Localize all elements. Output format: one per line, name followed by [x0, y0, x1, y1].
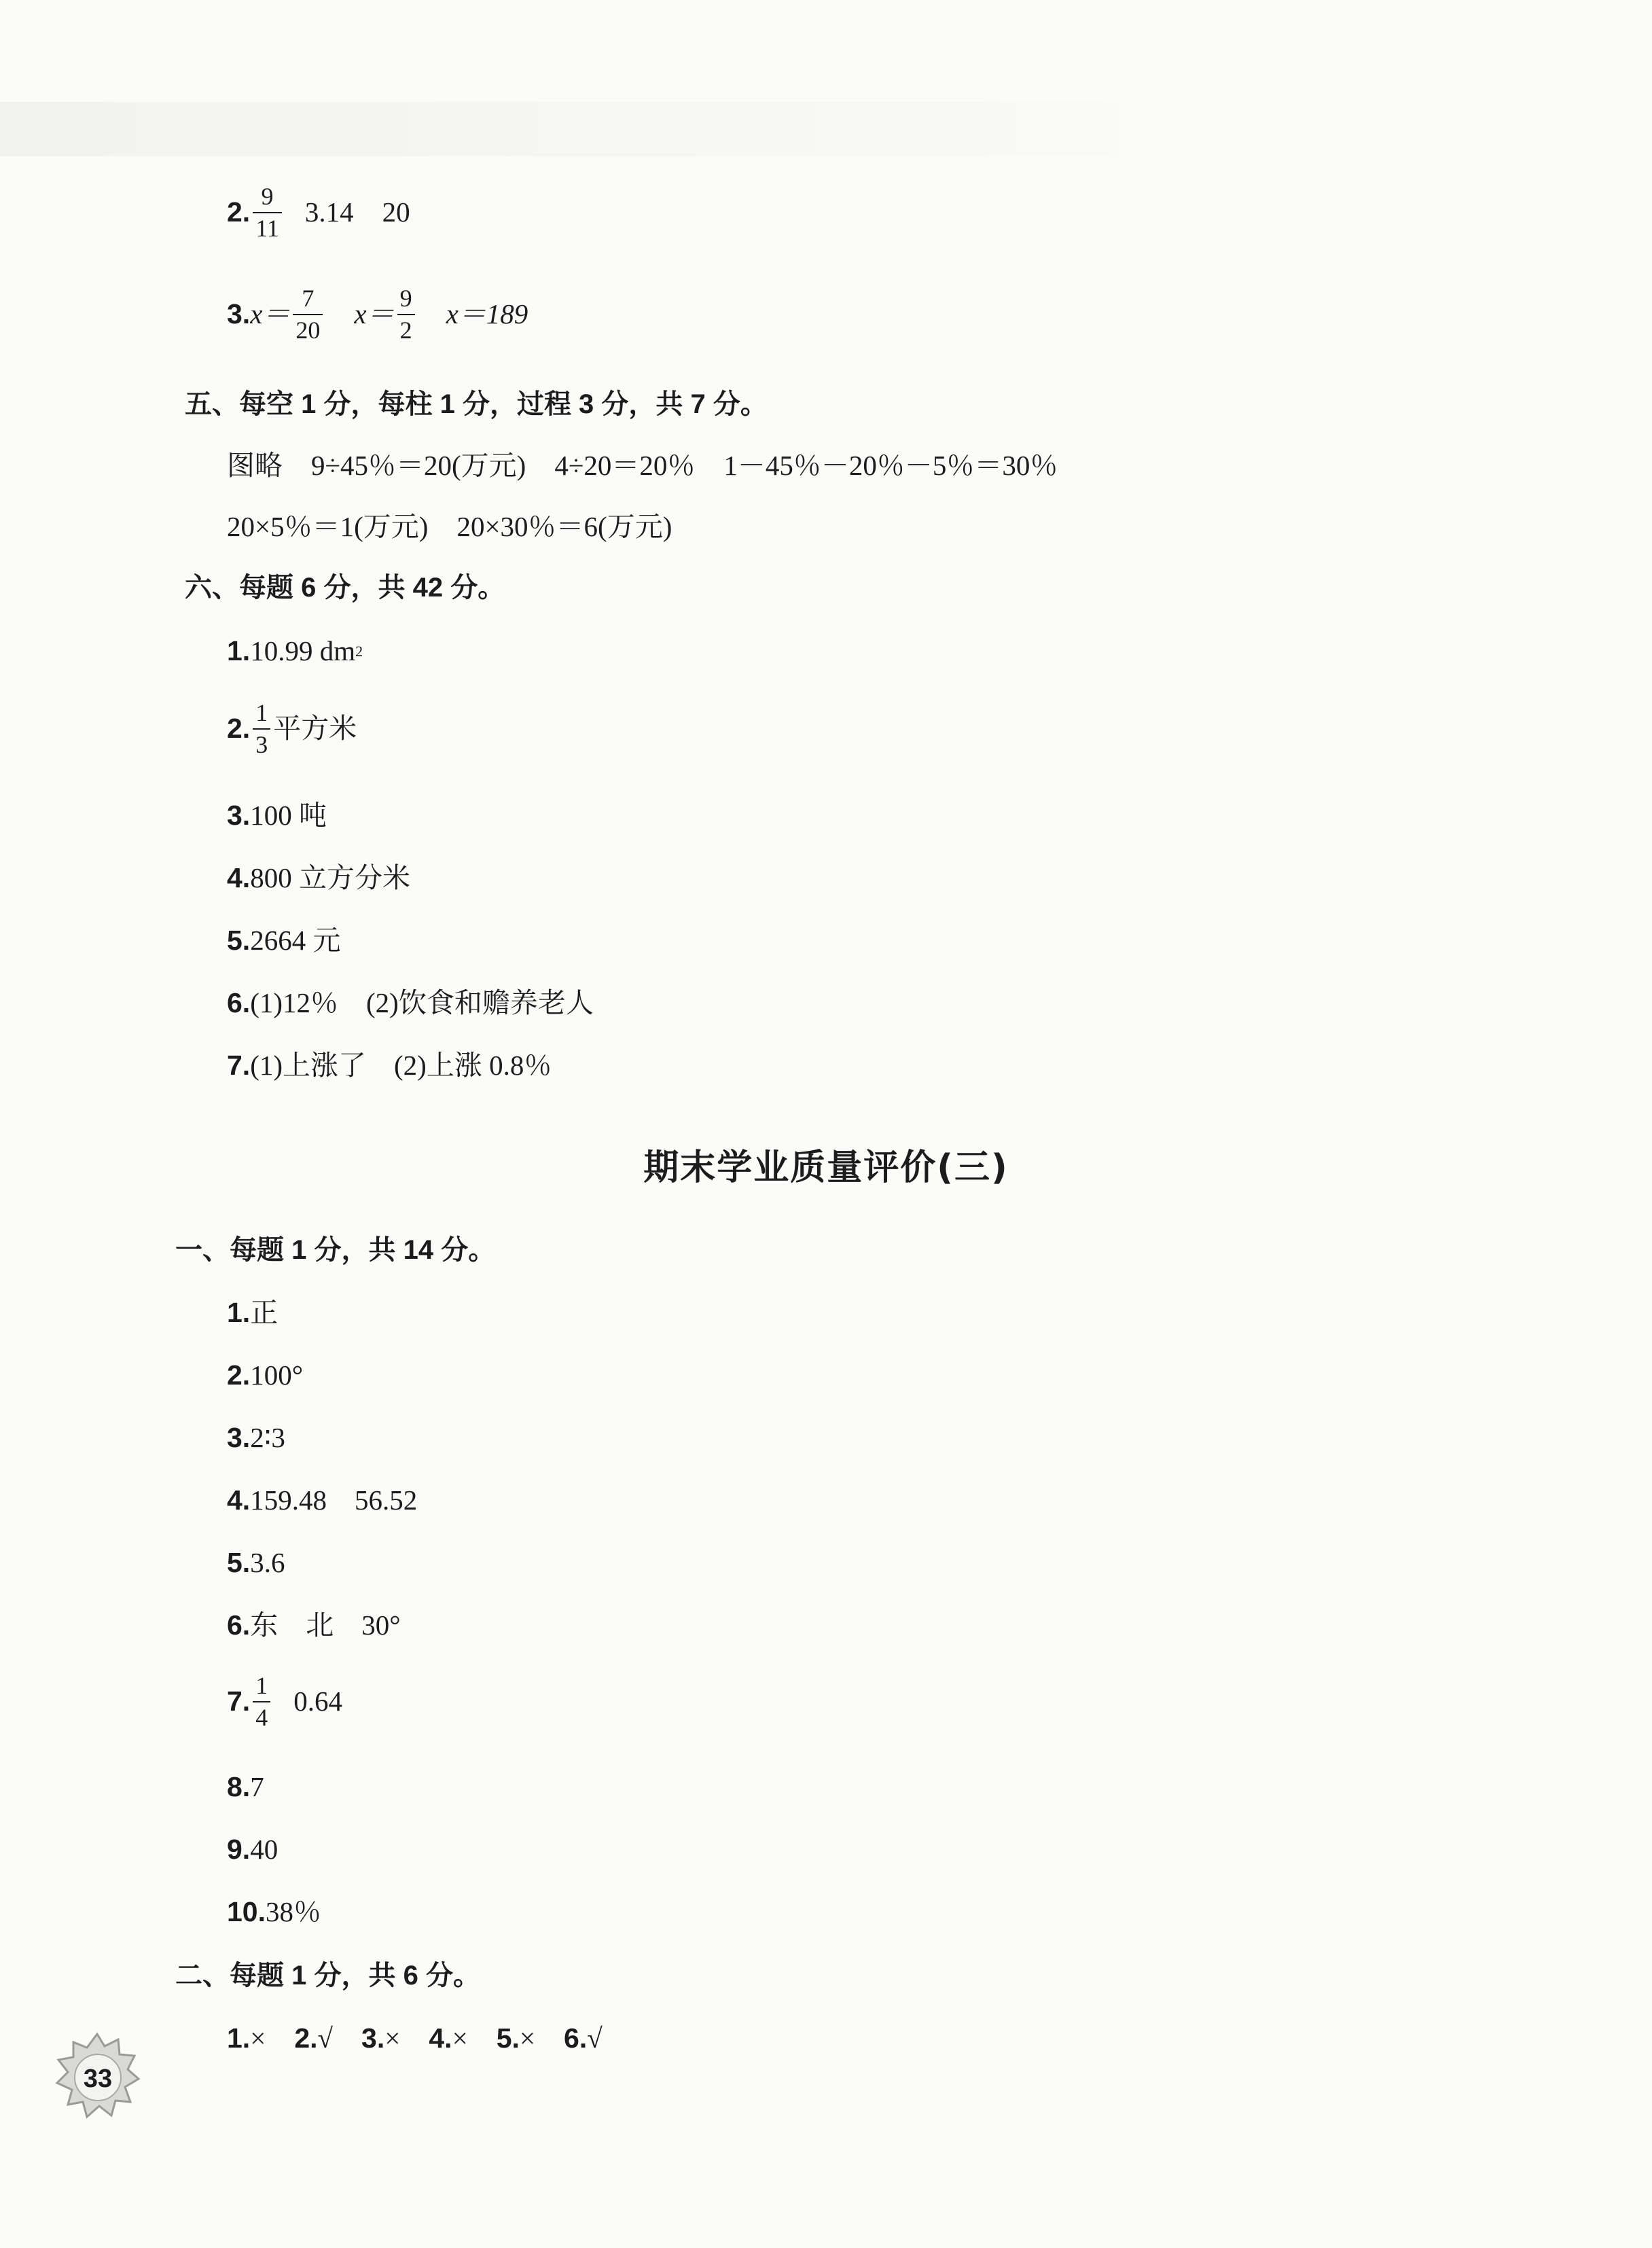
exponent: 2 — [355, 642, 363, 660]
question-number: 4. — [227, 1484, 251, 1516]
question-number: 7. — [227, 1050, 251, 1081]
equation-answer: x＝189 — [446, 298, 528, 330]
part-1-q9 — [227, 1836, 278, 1863]
equation-prefix: x＝ — [250, 298, 291, 330]
answer-text: 10.99 dm — [250, 635, 356, 666]
question-number: 3. — [227, 298, 251, 330]
answer-text: 图略 — [227, 450, 283, 481]
question-number: 10. — [227, 1896, 266, 1927]
equation-prefix: x＝ — [354, 298, 395, 330]
part-1-q4 — [227, 1486, 417, 1514]
section-6-q2 — [227, 700, 357, 758]
fraction-numerator: 1 — [255, 699, 268, 726]
section-6-q1 — [227, 637, 363, 665]
section-5-line-2 — [227, 513, 672, 541]
question-number: 7. — [227, 1685, 251, 1717]
answer-text: 9÷45％＝20(万元) — [311, 450, 526, 481]
part-1-heading: 一、每题 1 分，共 14 分。 — [175, 1235, 496, 1265]
section-6-q3 — [227, 802, 327, 829]
part-1-q10 — [227, 1898, 321, 1926]
fraction — [397, 285, 415, 344]
answer-text: 2664 元 — [250, 925, 341, 956]
fraction-numerator: 9 — [261, 183, 274, 210]
judge-mark: × — [250, 2022, 266, 2054]
answer-text: 3.6 — [250, 1547, 285, 1578]
answer-text: 40 — [250, 1834, 279, 1865]
fraction-numerator: 7 — [302, 285, 315, 312]
section-5-line-1 — [227, 452, 1058, 480]
question-number: 5. — [227, 925, 251, 956]
section-6-q6 — [227, 989, 594, 1017]
question-number: 5. — [227, 1547, 251, 1578]
question-number: 5. — [496, 2022, 520, 2054]
answer-text: 2∶3 — [250, 1422, 285, 1453]
question-number: 8. — [227, 1771, 251, 1802]
part-2-heading: 二、每题 1 分，共 6 分。 — [175, 1961, 480, 1991]
question-number: 4. — [227, 862, 251, 893]
part-1-q5 — [227, 1549, 285, 1577]
answer-text: 800 立方分米 — [250, 862, 410, 893]
question-number: 1. — [227, 1297, 251, 1328]
question-number: 2. — [227, 713, 251, 745]
fraction-denominator: 2 — [397, 314, 415, 344]
section-6-q7 — [227, 1052, 552, 1080]
question-number: 3. — [227, 800, 251, 831]
answer-text: 7 — [250, 1771, 264, 1802]
answer-value: 20 — [382, 196, 410, 228]
answer-text: 100° — [250, 1359, 304, 1391]
answer-text: 1－45％－20％－5％＝30％ — [723, 450, 1058, 481]
question-number: 1. — [227, 2022, 251, 2054]
question-number: 2. — [227, 196, 251, 228]
part-2-answers — [227, 2024, 603, 2052]
answer-text: 0.64 — [293, 1685, 342, 1717]
fraction-denominator: 11 — [253, 212, 282, 242]
judge-mark: × — [519, 2022, 536, 2054]
section-6-q5 — [227, 927, 340, 954]
part-1-q2 — [227, 1361, 303, 1389]
part-1-q7 — [227, 1673, 342, 1731]
question-number: 3. — [227, 1422, 251, 1453]
judge-mark: √ — [587, 2022, 603, 2054]
question-number: 6. — [227, 987, 251, 1018]
fraction-numerator: 1 — [255, 1672, 268, 1699]
fraction — [293, 285, 323, 344]
section-6-q4 — [227, 864, 410, 892]
scan-shadow-band — [0, 102, 1121, 156]
judge-mark: × — [384, 2022, 401, 2054]
question-number: 4. — [429, 2022, 452, 2054]
answer-value: 3.14 — [304, 196, 354, 228]
answer-text: 100 吨 — [250, 800, 327, 831]
question-number: 3. — [361, 2022, 385, 2054]
answer-2-line — [227, 183, 410, 242]
answer-text: (1)12％ (2)饮食和赡养老人 — [250, 987, 594, 1018]
page-number: 33 — [83, 2065, 113, 2093]
page-number-badge — [53, 2031, 141, 2120]
answer-3-line — [227, 285, 528, 344]
question-number: 6. — [564, 2022, 588, 2054]
answer-text: 20×5％＝1(万元) — [227, 511, 429, 542]
answer-text: 东 北 30° — [250, 1609, 401, 1641]
part-1-q1 — [227, 1299, 278, 1327]
answer-text: 平方米 — [273, 713, 357, 745]
answer-text: 38％ — [266, 1896, 321, 1927]
fraction — [253, 700, 270, 758]
section-5-heading: 五、每空 1 分，每柱 1 分，过程 3 分，共 7 分。 — [185, 389, 768, 419]
fraction-numerator: 9 — [399, 285, 412, 312]
fraction-denominator: 4 — [253, 1701, 270, 1731]
answer-text: (1)上涨了 (2)上涨 0.8％ — [250, 1050, 552, 1081]
exam-title: 期末学业质量评价(三) — [643, 1147, 1009, 1188]
section-6-heading: 六、每题 6 分，共 42 分。 — [185, 573, 505, 603]
fraction-denominator: 20 — [293, 314, 323, 344]
answer-text: 159.48 56.52 — [250, 1484, 418, 1516]
fraction — [253, 1673, 270, 1731]
judge-mark: √ — [317, 2022, 334, 2054]
answer-text: 正 — [250, 1297, 279, 1328]
question-number: 1. — [227, 635, 251, 666]
answer-text: 4÷20＝20％ — [554, 450, 696, 481]
answer-text: 20×30％＝6(万元) — [456, 511, 672, 542]
part-1-q8 — [227, 1773, 264, 1801]
question-number: 9. — [227, 1834, 251, 1865]
question-number: 6. — [227, 1609, 251, 1641]
fraction — [253, 183, 282, 242]
part-1-q3 — [227, 1424, 285, 1452]
question-number: 2. — [294, 2022, 318, 2054]
part-1-q6 — [227, 1611, 401, 1639]
judge-mark: × — [452, 2022, 468, 2054]
question-number: 2. — [227, 1359, 251, 1391]
fraction-denominator: 3 — [253, 728, 270, 758]
